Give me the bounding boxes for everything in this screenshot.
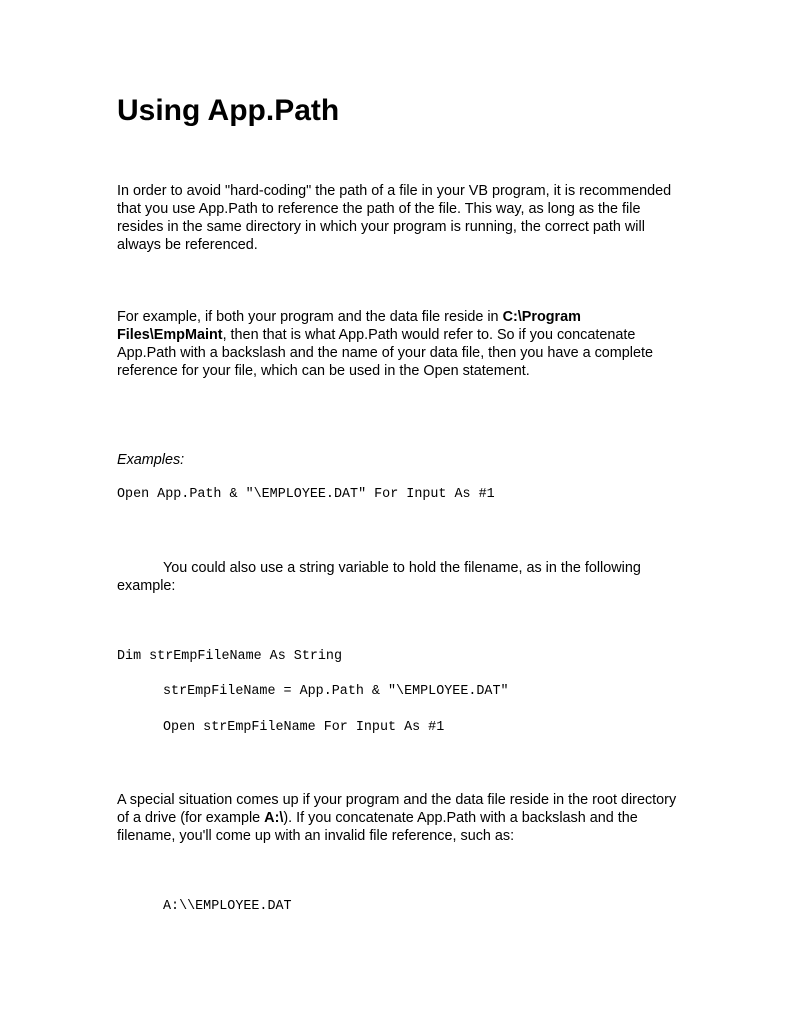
code-line-dim: Dim strEmpFileName As String	[117, 649, 342, 664]
intro-paragraph: In order to avoid "hard-coding" the path of a file in your VB program, it is recommended that you use App.Path to reference the path of the file. This way, as long as the file resides in the same directory in which your program is running, the correct path will always be referenced.	[117, 183, 672, 253]
root-paragraph-text-after: ). If you concatenate App.Path with a backslash and the filename, you'll come up with an invalid file reference, such as:	[117, 810, 638, 844]
root-directory-paragraph	[117, 791, 677, 845]
code-line-open-app-path: Open App.Path & "\EMPLOYEE.DAT" For Input As #1	[117, 487, 495, 502]
example-paragraph-text-after: , then that is what App.Path would refer to. So if you concatenate App.Path with a backslash and the name of your data file, then you have a complete reference for your file, which can be used in the Open statement.	[117, 327, 653, 379]
example-path-bold: C:\Program Files\EmpMaint	[117, 309, 581, 343]
code-line-open-variable: Open strEmpFileName For Input As #1	[163, 720, 445, 735]
example-paragraph-text-before: For example, if both your program and the data file reside in	[117, 309, 503, 325]
examples-label: Examples:	[117, 452, 185, 468]
string-variable-paragraph: You could also use a string variable to hold the filename, as in the following example:	[117, 560, 641, 594]
code-line-assign: strEmpFileName = App.Path & "\EMPLOYEE.DAT"	[163, 684, 509, 699]
code-line-invalid-reference: A:\\EMPLOYEE.DAT	[163, 899, 292, 914]
example-paragraph	[117, 308, 677, 380]
page-title: Using App.Path	[117, 94, 340, 127]
drive-bold: A:\	[264, 810, 284, 826]
root-paragraph-text-before: A special situation comes up if your program and the data file reside in the root directory of a drive (for example	[117, 792, 677, 826]
